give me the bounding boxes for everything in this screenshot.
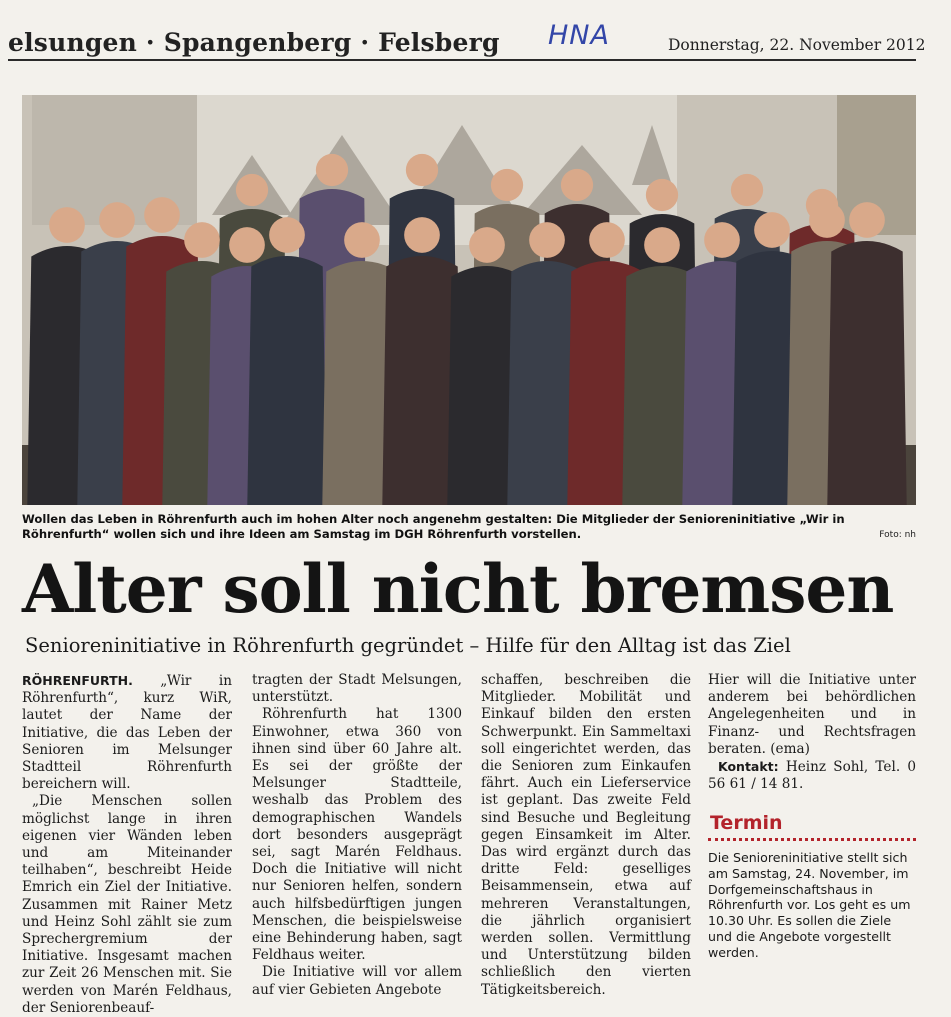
person-silhouette [247,256,326,505]
person-head [731,174,763,206]
person-head [144,197,180,233]
article-paragraph: tragten der Stadt Melsungen, unterstützt. [252,672,462,706]
article-column-4 [708,672,916,793]
paragraph-text: „Wir in Röhrenfurth“, kurz WiR, lautet der Name der Initiative, die das Leben der Senioren im Melsunger Stadtteil Röhrenfurth bereichern will. [22,673,232,793]
masthead-rule [8,59,916,61]
article-column-1 [22,672,232,1017]
photo-caption: Wollen das Leben in Röhrenfurth auch im hohen Alter noch angenehm gestalten: Die Mitglieder der Senioreninitiative „Wir in Röhrenfurth“ wollen sich und ihre Ideen am Samstag im DGH Röhrenfurth vorstellen. [22,512,845,541]
photo-credit: Foto: nh [879,530,916,540]
region-header: elsungen · Spangenberg · Felsberg [8,28,500,57]
person-head [469,227,505,263]
article-paragraph: schaffen, beschreiben die Mitglieder. Mobilität und Einkauf bilden den ersten Schwerpunkt. Ein Sammeltaxi soll eingerichtet werden, das die Senioren zum Einkaufen fährt. Auch ein Lieferservice ist geplant. Das zweite Feld sind Besuche und Begleitung gegen Einsamkeit im Alter. Das wird ergänzt durch das dritte Feld: geselliges Beisammensein, etwa auf mehreren Veranstaltungen, die jährlich organisiert werden sollen. Vermittlung und Unterstützung bilden schließlich den vierten Tätigkeitsbereich. [481,672,691,998]
person-head [646,179,678,211]
group-photo-illustration [22,95,916,505]
article-column-3 [481,672,691,999]
article-paragraph: Hier will die Initiative unter anderem bei behördlichen Angelegenheiten und in Finanz- und Rechtsfragen beraten. (ema) [708,672,916,757]
person-head [344,222,380,258]
contact-label: Kontakt: [718,759,779,775]
group-photo [22,95,916,505]
person-head [229,227,265,263]
termin-divider [708,838,916,841]
article-paragraph: „Die Menschen sollen möglichst lange in ihren eigenen vier Wänden leben und am Miteinander teilhaben“, beschreibt Heide Emrich ein Ziel der Initiative. Zusammen mit Rainer Metz und Heinz Sohl zählt sie zum Sprechergremium der Initiative. Insgesamt machen zur Zeit 26 Menschen mit. Sie werden von Marén Feldhaus, der Seniorenbeauf- [22,793,232,1016]
person-head [754,212,790,248]
article-headline: Alter soll nicht bremsen [22,550,894,628]
person-head [269,217,305,253]
article-paragraph: Die Initiative will vor allem auf vier Gebieten Angebote [252,964,462,998]
person-head [529,222,565,258]
article-subhead: Senioreninitiative in Röhrenfurth gegründet – Hilfe für den Alltag ist das Ziel [25,634,791,657]
person-head [491,169,523,201]
dateline-lead: RÖHRENFURTH. [22,673,133,688]
person-head [704,222,740,258]
termin-body: Die Senioreninitiative stellt sich am Samstag, 24. November, im Dorfgemeinschaftshaus in Röhrenfurth vor. Los geht es um 10.30 Uhr. Es sollen die Ziele und die Angebote vorgestellt werden. [708,850,911,960]
person-head [589,222,625,258]
person-head [406,154,438,186]
termin-heading: Termin [710,812,783,834]
article-column-2 [252,672,462,999]
person-head [316,154,348,186]
issue-date: Donnerstag, 22. November 2012 [668,36,926,54]
contact-line [708,758,916,793]
person-head [184,222,220,258]
person-head [644,227,680,263]
masthead [0,20,951,62]
person-head [99,202,135,238]
article-paragraph: Röhrenfurth hat 1300 Einwohner, etwa 360 von ihnen sind über 60 Jahre alt. Es sei der größte der Melsunger Stadtteile, weshalb das Problem des demographischen Wandels dort besonders ausgeprägt sei, sagt Marén Feldhaus. Doch die Initiative will nicht nur Senioren helfen, sondern auch hilfsbedürftigen jungen Menschen, die beispielsweise eine Behinderung haben, sagt Feldhaus weiter. [252,706,462,964]
person-head [49,207,85,243]
person-head [809,202,845,238]
person-head [236,174,268,206]
person-head [561,169,593,201]
person-head [404,217,440,253]
article-paragraph [22,672,232,793]
contact-text: Heinz Sohl, Tel. 0 56 61 / 14 81. [708,759,917,793]
person-silhouette [827,241,906,505]
person-head [849,202,885,238]
hna-handwritten-mark: HNA [548,20,610,51]
